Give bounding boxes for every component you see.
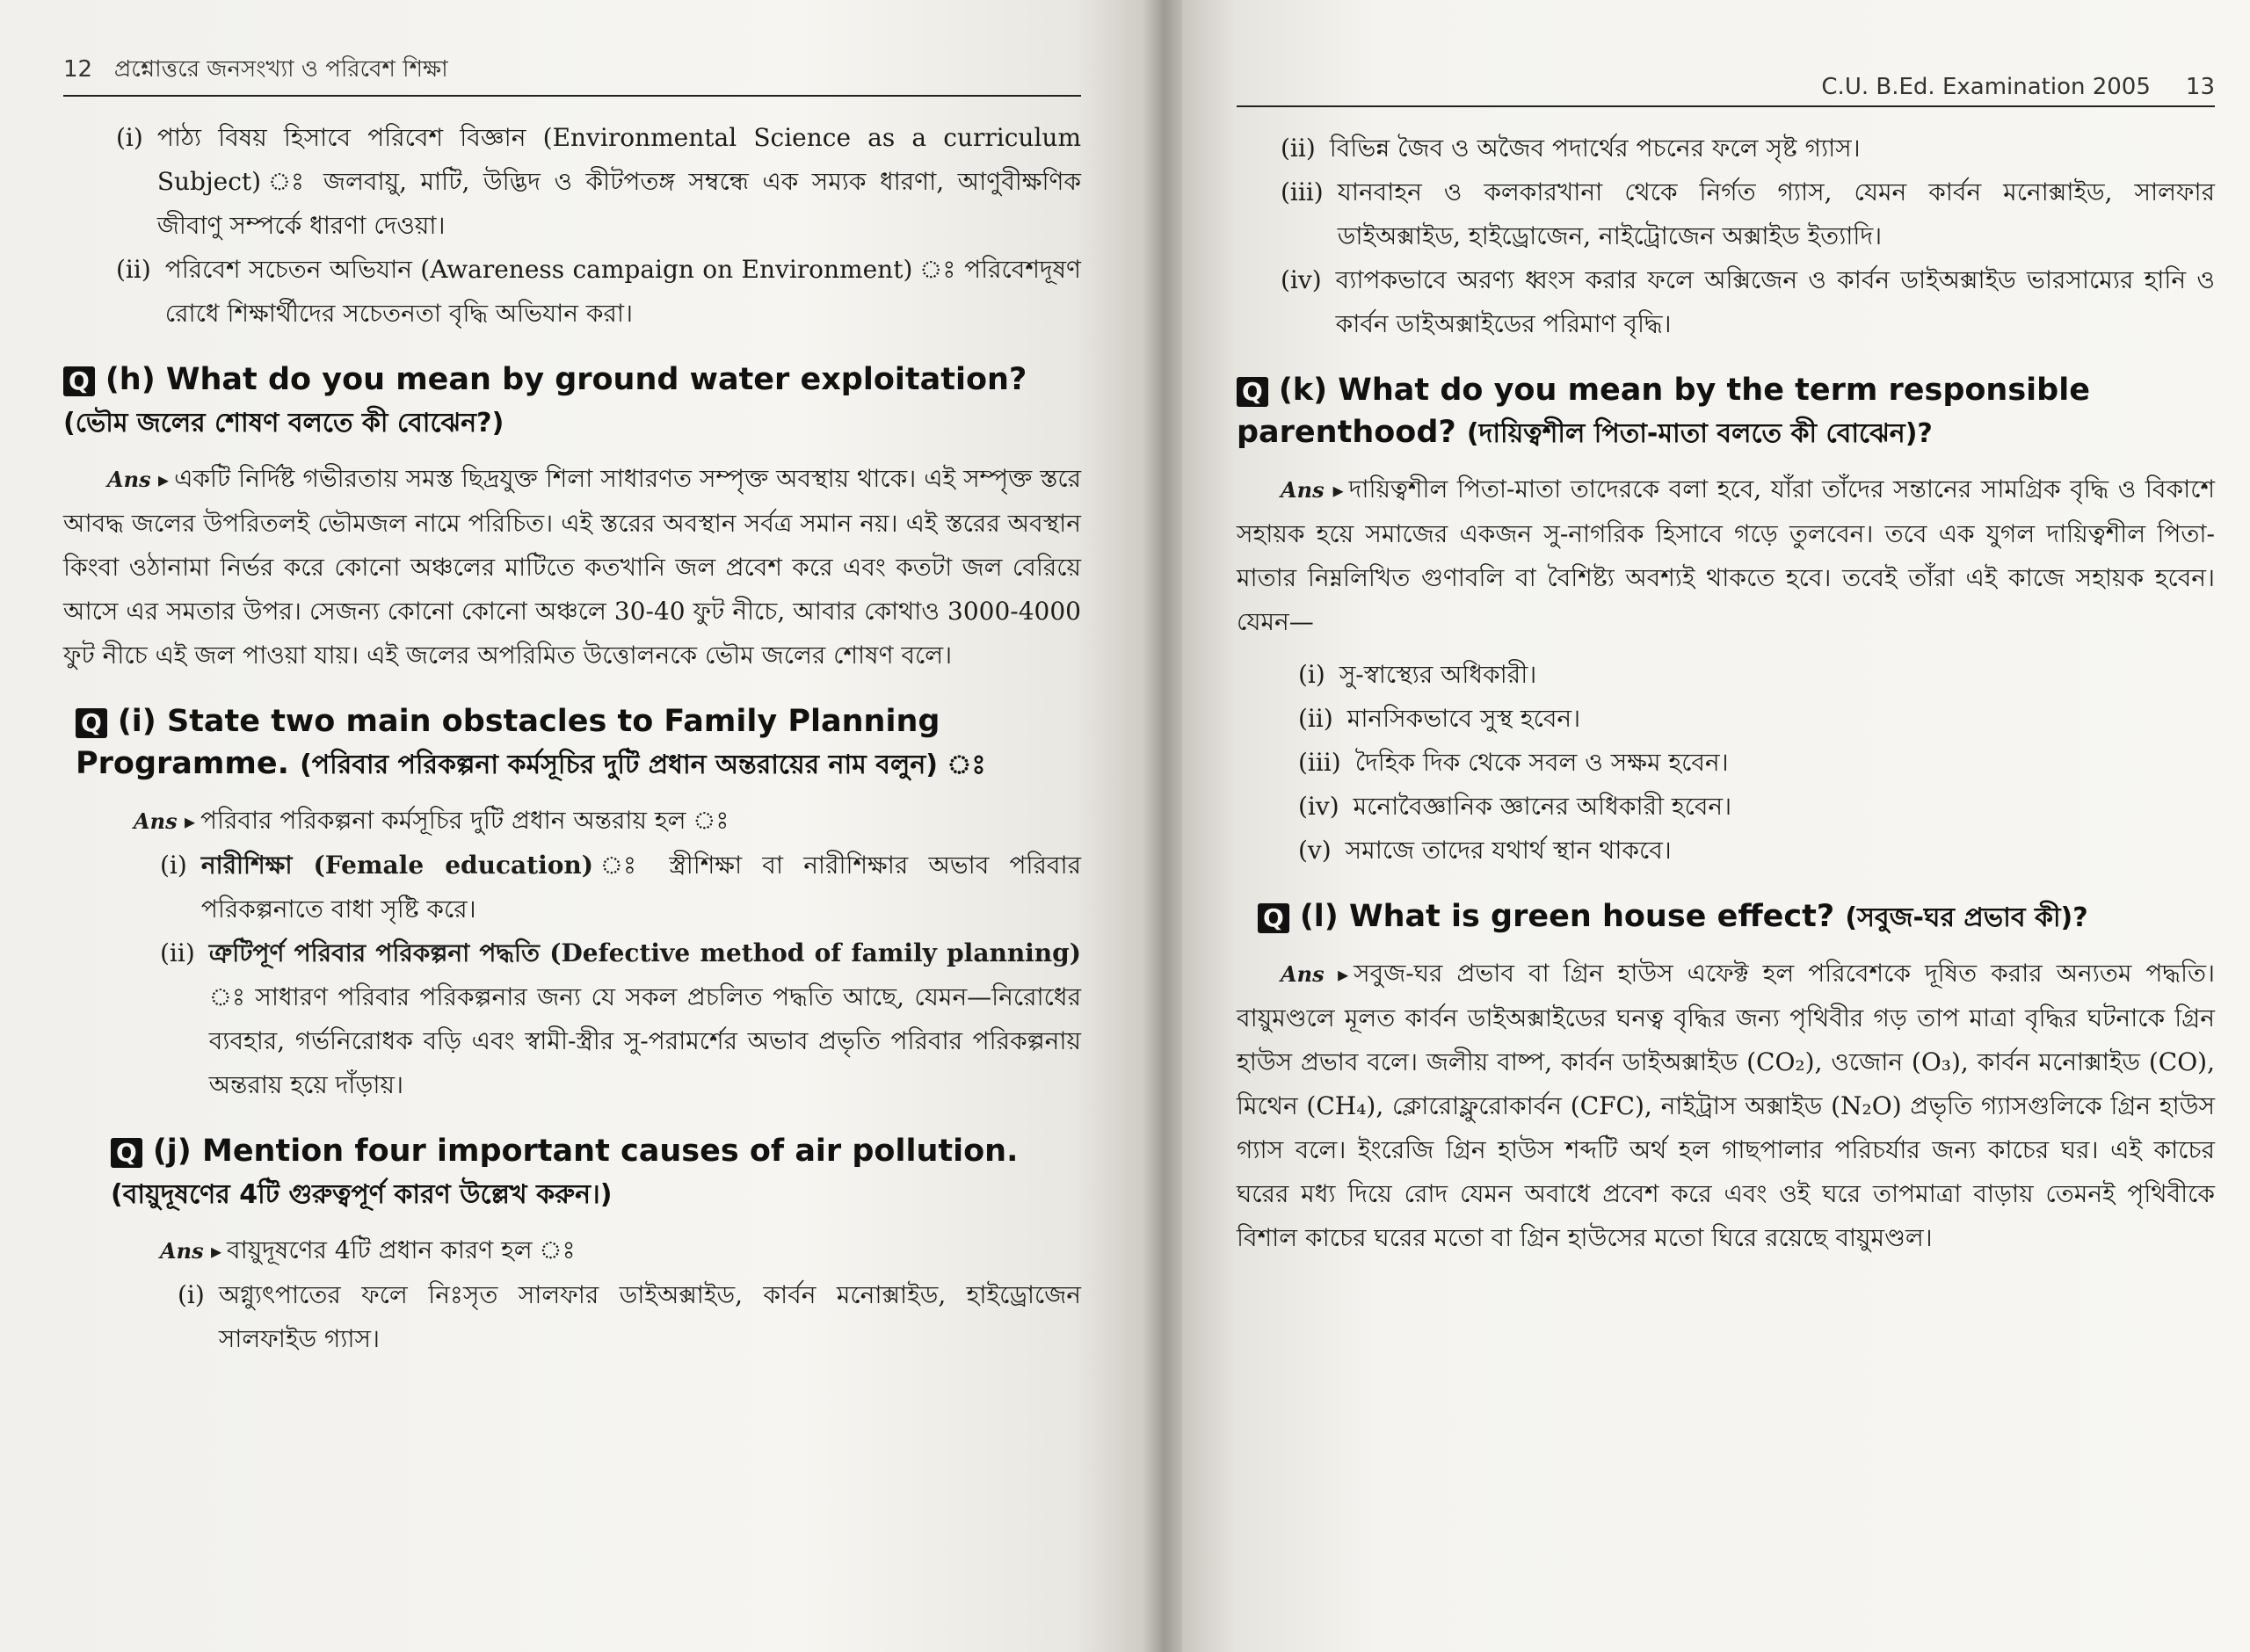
book-gutter xyxy=(1143,0,1182,1652)
question-title: (i) State two main obstacles to Family Planning Programme. xyxy=(76,704,940,781)
question-title-bn: (ভৌম জলের শোষণ বলতে কী বোঝেন?) xyxy=(63,408,504,438)
question-icon: Q xyxy=(76,708,107,738)
answer-i-list xyxy=(160,844,1081,1107)
list-item: (v) সমাজে তাদের যথার্থ স্থান থাকবে। xyxy=(1298,836,1672,865)
question-icon: Q xyxy=(1237,377,1268,407)
answer-icon: Ans ▸ xyxy=(134,808,195,834)
answer-j-list xyxy=(178,1273,1081,1361)
list-item: (ii) ত্রুটিপূর্ণ পরিবার পরিকল্পনা পদ্ধতি (Defective method of family planning) ঃ সাধারণ পরিবার পরিকল্পনার জন্য যে সকল প্রচলিত পদ্ধতি আছে, যেমন—নিরোধের ব্যবহার, গর্ভনিরোধক বড়ি এবং স্বামী-স্ত্রীর সু-পরামর্শের অভাব প্রভৃতি পরিবার পরিকল্পনায় অন্তরায় হয়ে দাঁড়ায়। xyxy=(160,938,1081,1099)
answer-icon: Ans ▸ xyxy=(1281,961,1349,987)
answer-k xyxy=(1237,467,2215,644)
question-title-bn: (সবুজ-ঘর প্রভাব কী)? xyxy=(1845,902,2088,933)
answer-i-intro xyxy=(134,799,1081,844)
answer-j-intro xyxy=(160,1228,1081,1273)
answer-icon: Ans ▸ xyxy=(1281,477,1344,503)
question-h xyxy=(63,359,1081,445)
answer-k-list xyxy=(1298,653,2215,873)
list-item: (i) অগ্ন্যুৎপাতের ফলে নিঃসৃত সালফার ডাইঅক্সাইড, কার্বন মনোক্সাইড, হাইড্রোজেন সালফাইড গ্যাস। xyxy=(178,1280,1081,1353)
question-title-bn: (বায়ুদূষণের 4টি গুরুত্বপূর্ণ কারণ উল্লেখ করুন।) xyxy=(111,1179,613,1210)
right-running-title: C.U. B.Ed. Examination 2005 xyxy=(1821,74,2151,100)
answer-icon: Ans ▸ xyxy=(160,1238,221,1264)
list-item: (iii) যানবাহন ও কলকারখানা থেকে নির্গত গ্যাস, যেমন কার্বন মনোক্সাইড, সালফার ডাইঅক্সাইড, হাইড্রোজেন, নাইট্রোজেন অক্সাইড ইত্যাদি। xyxy=(1281,178,2215,250)
list-item: (ii) বিভিন্ন জৈব ও অজৈব পদার্থের পচনের ফলে সৃষ্ট গ্যাস। xyxy=(1281,134,1861,163)
list-item: (i) পাঠ্য বিষয় হিসাবে পরিবেশ বিজ্ঞান (Environmental Science as a curriculum Subject) ঃ জলবায়ু, মাটি, উদ্ভিদ ও কীটপতঙ্গ সম্বন্ধে এক সম্যক ধারণা, আণুবীক্ষণিক জীবাণু সম্পর্কে ধারণা দেওয়া। xyxy=(116,123,1081,240)
answer-text: সবুজ-ঘর প্রভাব বা গ্রিন হাউস এফেক্ট হল পরিবেশকে দূষিত করার অন্যতম পদ্ধতি। বায়ুমণ্ডলে মূলত কার্বন ডাইঅক্সাইডের ঘনত্ব বৃদ্ধির জন্য পৃথিবীর গড় তাপ মাত্রা বৃদ্ধির ঘটনাকে গ্রিন হাউস প্রভাব বলে। জলীয় বাষ্প, কার্বন ডাইঅক্সাইড (CO₂), ওজোন (O₃), কার্বন মনোক্সাইড (CO), মিথেন (CH₄), ক্লোরোফ্লুরোকার্বন (CFC), নাইট্রাস অক্সাইড (N₂O) প্রভৃতি গ্যাসগুলিকে গ্রিন হাউস গ্যাস বলে। ইংরেজি গ্রিন হাউস শব্দটি অর্থ হল গাছপালার পরিচর্যার জন্য কাচের ঘর। এই কাচের ঘরের মধ্য দিয়ে রোদ যেমন অবাধে প্রবেশ করে এবং ওই ঘরে তাপমাত্রা বাড়ায় তেমনই পৃথিবীকে বিশাল কাচের ঘরের মতো বা গ্রিন হাউসের মতো ঘিরে রয়েছে বায়ুমণ্ডল। xyxy=(1237,959,2216,1252)
question-l xyxy=(1258,895,2215,939)
question-title-bn: (পরিবার পরিকল্পনা কর্মসূচির দুটি প্রধান অন্তরায়ের নাম বলুন) ঃ xyxy=(300,750,986,780)
list-item: (ii) মানসিকভাবে সুস্থ হবেন। xyxy=(1298,704,1581,733)
answer-l xyxy=(1237,952,2215,1260)
left-page-number: 12 xyxy=(63,56,93,83)
question-title-bn: (দায়িত্বশীল পিতা-মাতা বলতে কী বোঝেন)? xyxy=(1466,418,1933,449)
answer-icon: Ans ▸ xyxy=(107,467,170,492)
question-icon: Q xyxy=(111,1138,142,1168)
question-title: (h) What do you mean by ground water exploitation? xyxy=(105,362,1027,397)
question-icon: Q xyxy=(1258,903,1289,933)
question-k xyxy=(1237,369,2215,455)
answer-text: পরিবার পরিকল্পনা কর্মসূচির দুটি প্রধান অন্তরায় হল ঃ xyxy=(200,806,729,835)
answer-text: দায়িত্বশীল পিতা-মাতা তাদেরকে বলা হবে, যাঁরা তাঁদের সন্তানের সামগ্রিক বৃদ্ধি ও বিকাশে সহায়ক হয়ে সমাজের একজন সু-নাগরিক হিসাবে গড়ে তুলবেন। তবে এক যুগল দায়িত্বশীল পিতা-মাতার নিম্নলিখিত গুণাবলি বা বৈশিষ্ট্য অবশ্যই থাকতে হবে। তবেই তাঁরা এই কাজে সহায়ক হবেন। যেমন— xyxy=(1237,475,2216,636)
question-j xyxy=(111,1130,1081,1216)
answer-h xyxy=(63,457,1081,677)
intro-list xyxy=(116,116,1081,336)
list-item: (iv) মনোবৈজ্ঞানিক জ্ঞানের অধিকারী হবেন। xyxy=(1298,792,1732,821)
list-item: (ii) পরিবেশ সচেতন অভিযান (Awareness campaign on Environment) ঃ পরিবেশদূষণ রোধে শিক্ষার্থীদের সচেতনতা বৃদ্ধি অভিযান করা। xyxy=(116,255,1081,328)
left-running-title: প্রশ্নোত্তরে জনসংখ্যা ও পরিবেশ শিক্ষা xyxy=(113,56,448,83)
continued-list xyxy=(1281,127,2215,346)
right-running-head xyxy=(1237,74,2215,107)
answer-text: একটি নির্দিষ্ট গভীরতায় সমস্ত ছিদ্রযুক্ত শিলা সাধারণত সম্পৃক্ত অবস্থায় থাকে। এই সম্পৃক্ত স্তরে আবদ্ধ জলের উপরিতলই ভৌমজল নামে পরিচিত। এই স্তরের অবস্থান সর্বত্র সমান নয়। এই স্তরের অবস্থান কিংবা ওঠানামা নির্ভর করে কোনো অঞ্চলের মাটিতে কতখানি জল প্রবেশ করে এবং কতটা জল বেরিয়ে আসে এর সমতার উপর। সেজন্য কোনো কোনো অঞ্চলে 30-40 ফুট নীচে, আবার কোথাও 3000-4000 ফুট নীচে এই জল পাওয়া যায়। এই জলের অপরিমিত উত্তোলনকে ভৌম জলের শোষণ বলে। xyxy=(63,464,1082,670)
left-running-head xyxy=(63,51,1081,97)
right-page-number: 13 xyxy=(2185,74,2215,100)
list-item: (i) সু-স্বাস্থ্যের অধিকারী। xyxy=(1298,660,1537,689)
answer-text: বায়ুদূষণের 4টি প্রধান কারণ হল ঃ xyxy=(226,1235,576,1264)
list-item: (iv) ব্যাপকভাবে অরণ্য ধ্বংস করার ফলে অক্সিজেন ও কার্বন ডাইঅক্সাইড ভারসাম্যের হানি ও কার্বন ডাইঅক্সাইডের পরিমাণ বৃদ্ধি। xyxy=(1281,265,2215,338)
list-item: (i) নারীশিক্ষা (Female education) ঃ স্ত্রীশিক্ষা বা নারীশিক্ষার অভাব পরিবার পরিকল্পনাতে বাধা সৃষ্টি করে। xyxy=(160,851,1082,924)
question-icon: Q xyxy=(63,366,95,396)
list-item: (iii) দৈহিক দিক থেকে সবল ও সক্ষম হবেন। xyxy=(1298,748,1729,777)
question-title: (l) What is green house effect? xyxy=(1299,899,1835,934)
question-title: (k) What do you mean by the term responsible parenthood? xyxy=(1237,373,2090,450)
right-page xyxy=(1182,0,2250,1652)
question-i xyxy=(76,700,1081,786)
question-title: (j) Mention four important causes of air pollution. xyxy=(152,1134,1019,1169)
